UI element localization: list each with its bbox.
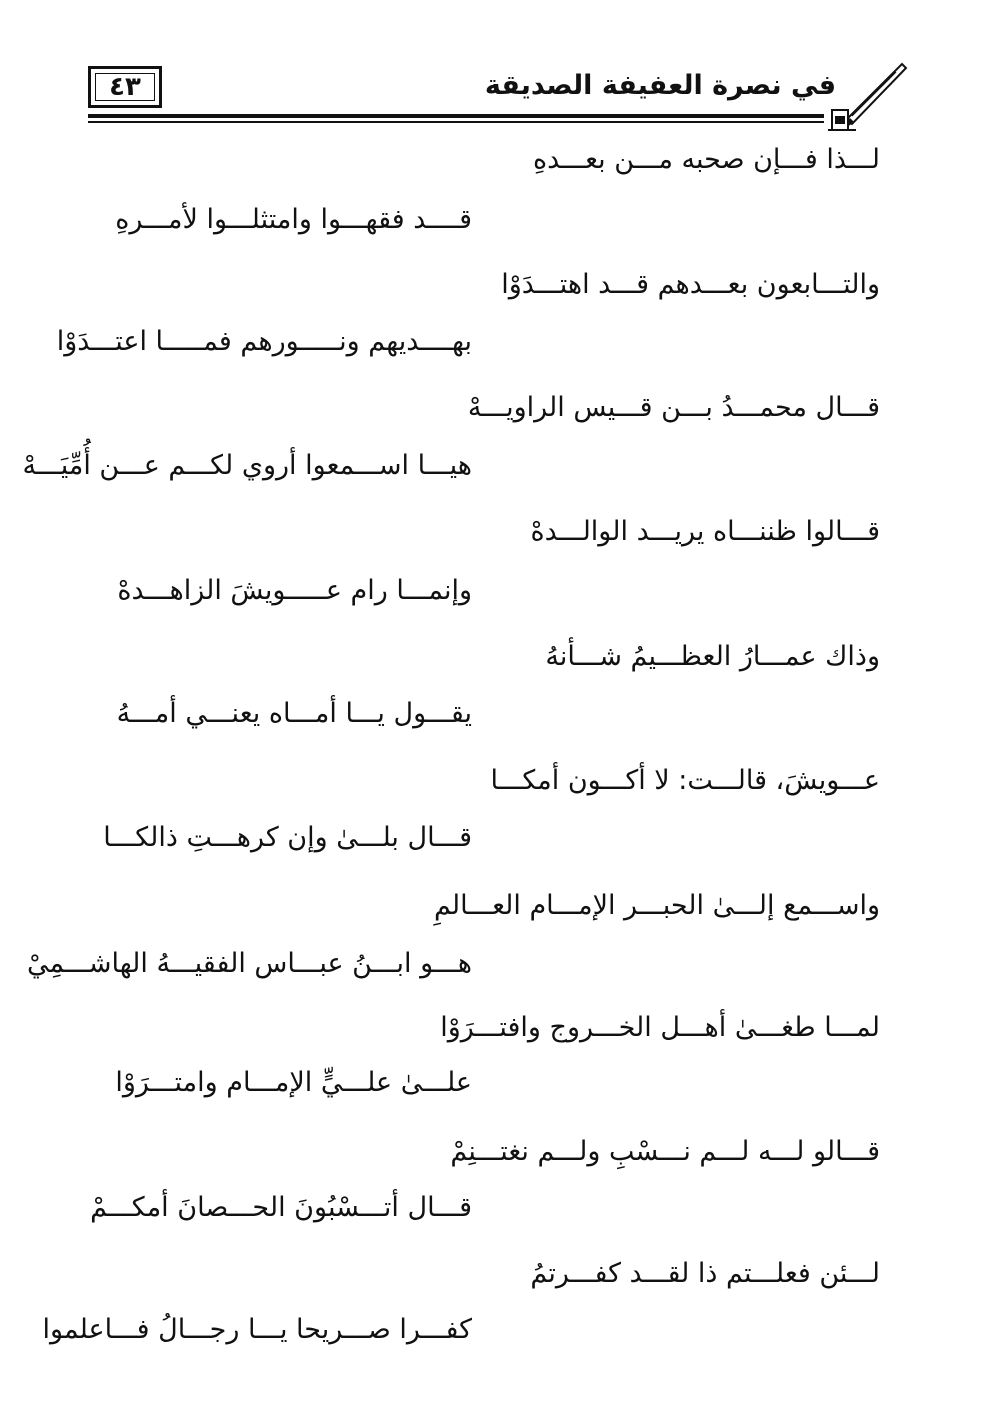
verse-5-second-hemistich: يقـــول يـــا أمـــاه يعنـــي أمـــهُ (116, 698, 472, 729)
verse-10-second-hemistich: كفـــرا صـــريحا يـــا رجـــالُ فـــاعلموا (42, 1314, 472, 1345)
page-number-box (88, 66, 162, 108)
verse-7-first-hemistich: واســـمع إلـــىٰ الحبـــر الإمـــام العـــالمِ (433, 890, 880, 921)
verse-10-first-hemistich: لـــئن فعلـــتم ذا لقـــد كفـــرتمُ (530, 1258, 880, 1289)
verse-6-first-hemistich: عـــويشَ، قالـــت: لا أكـــون أمكـــا (490, 765, 880, 796)
verse-6-second-hemistich: قـــال بلـــىٰ وإن كرهـــتِ ذالكـــا (103, 822, 472, 853)
verse-9-first-hemistich: قـــالو لـــه لـــم نـــسْبِ ولـــم نغتـــنِمْ (450, 1136, 880, 1167)
verse-8-second-hemistich: علـــىٰ علـــيٍّ الإمـــام وامتـــرَوْا (115, 1067, 472, 1098)
verse-8-first-hemistich: لمـــا طغـــىٰ أهـــل الخـــروج وافتـــرَوْا (440, 1012, 880, 1043)
header-rule-thick (88, 114, 824, 118)
page-number: ٤٣ (109, 72, 141, 102)
verse-7-second-hemistich: هـــو ابـــنُ عبـــاس الفقيـــهُ الهاشـــمِيْ (27, 948, 472, 979)
verse-3-second-hemistich: هيـــا اســـمعوا أروي لكـــم عـــن أُمِّيَـــهْ (22, 450, 472, 481)
verse-1-first-hemistich: لـــذا فـــإن صحبه مـــن بعـــدهِ (533, 144, 880, 175)
verse-9-second-hemistich: قـــال أتـــسْبُونَ الحـــصانَ أمكـــمْ (90, 1192, 472, 1223)
verse-3-first-hemistich: قـــال محمـــدُ بـــن قـــيس الراويـــهْ (467, 392, 880, 423)
verse-4-second-hemistich: وإنمـــا رام عـــــويشَ الزاهـــدهْ (117, 575, 472, 606)
verse-1-second-hemistich: قــــد فقهـــوا وامتثلـــوا لأمـــرهِ (115, 204, 472, 235)
verse-5-first-hemistich: وذاك عمـــارُ العظـــيمُ شـــأنهُ (545, 641, 880, 672)
verse-4-first-hemistich: قـــالوا ظننـــاه يريـــد الوالـــدهْ (530, 516, 880, 547)
verse-2-second-hemistich: بهــــديهم ونـــــورهم فمـــــا اعتـــدَوْا (56, 326, 472, 357)
header-rule-thin (88, 121, 824, 123)
quill-pen-inkwell-icon (826, 58, 910, 134)
page-header (0, 0, 992, 140)
book-title: في نصرة العفيفة الصديقة (484, 70, 836, 101)
verse-2-first-hemistich: والتـــابعون بعـــدهم قـــد اهتـــدَوْا (501, 269, 880, 300)
